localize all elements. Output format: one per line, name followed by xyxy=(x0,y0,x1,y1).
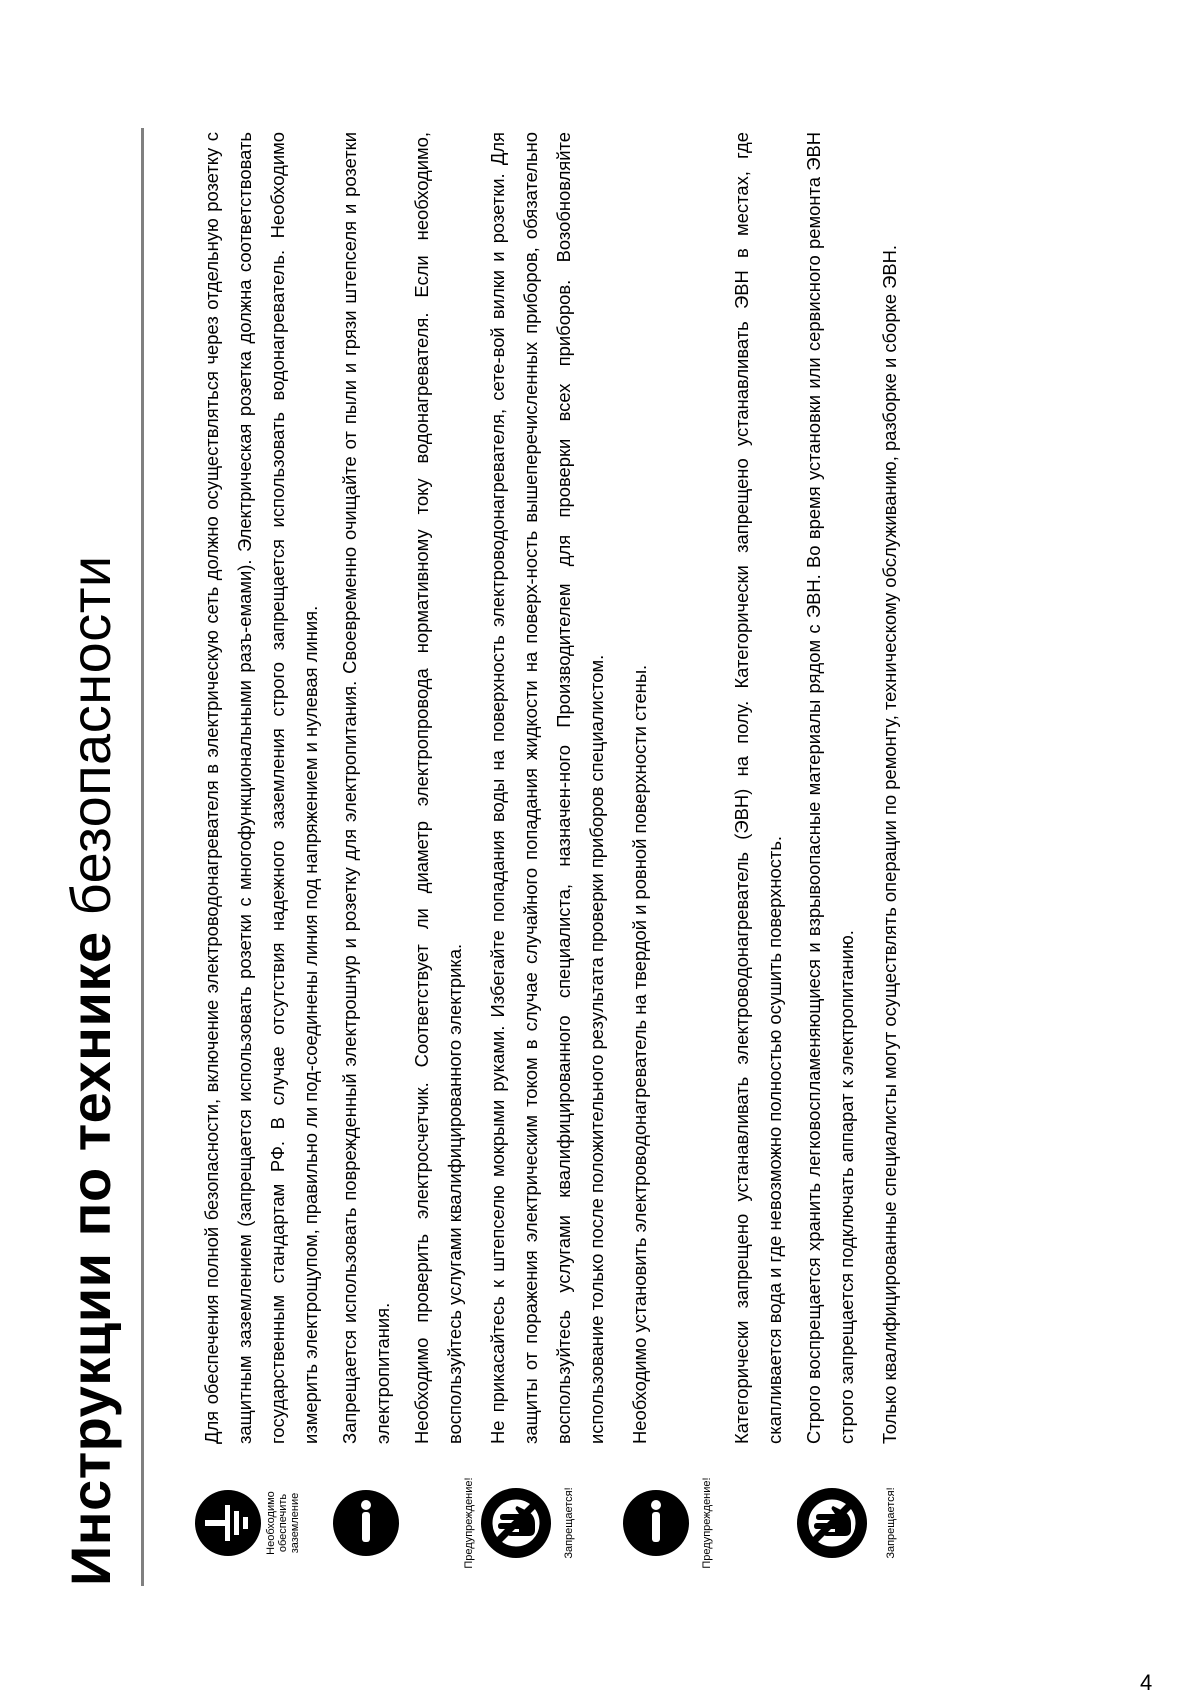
instruction-text: Запрещается использовать поврежденный электрошнур и розетку для электропитания. Своевременно очищайте от пыли и грязи штепселя и розетки электропитания. xyxy=(339,132,393,1444)
instruction-text: Необходимо установить электроводонагреватель на твердой и ровной поверхности стены. xyxy=(629,664,650,1444)
instruction-text: Только квалифицированные специалисты могут осуществлять операции по ремонту, техническому обслуживанию, разборке и сборке ЭВН. xyxy=(879,244,900,1444)
icon-caption xyxy=(563,1487,575,1558)
page-number: 4 xyxy=(1140,1670,1153,1695)
instruction-item-wet-hands xyxy=(481,126,613,1586)
icon-caption xyxy=(885,1487,897,1558)
icon-column xyxy=(873,1460,897,1586)
instruction-item-grounding xyxy=(195,126,327,1586)
caption-line: заземление xyxy=(289,1492,301,1554)
no-wet-hands-icon xyxy=(481,1488,551,1558)
instruction-text: Строго воспрещается хранить легковоспламеняющиеся и взрывоопасные материалы рядом с ЭВН. Во время установки или сервисного ремонта ЭВН строго запрещается подключать аппарат к электропитанию. xyxy=(803,132,857,1444)
icon-caption xyxy=(701,1477,713,1568)
instruction-item-flammables xyxy=(797,126,867,1586)
caption-line: Запрещается! xyxy=(885,1487,897,1559)
prohibited-icon xyxy=(797,1488,867,1558)
instruction-text: Категорически запрещено устанавливать электроводонагреватель (ЭВН) на полу. Категорически запрещено устанавливать ЭВН в местах, где скапливается вода и где невозможно полностью осушить поверхность. xyxy=(731,132,785,1444)
instruction-item-qualified-service xyxy=(873,126,906,1586)
instruction-text: Необходимо проверить электросчетчик. Соответствует ли диаметр электропровода нормативному току водонагревателя. Если необходимо, воспользуйтесь услугами квалифицированного электрика. xyxy=(411,132,465,1444)
warning-icon xyxy=(623,1490,689,1556)
caption-line: Запрещается! xyxy=(563,1487,575,1559)
page-title xyxy=(60,555,122,1586)
title-bold: Инструкции по технике xyxy=(59,931,122,1586)
instruction-text: Для обеспечения полной безопасности, включение электроводонагревателя в электрическую сеть должно осуществляться через отдельную розетку с защитным заземлением (запрещается использовать розетки с многофункциональными разъ-емами). Электрическая розетка должна соответствовать государственным стандартам РФ. В случае отсутствия надежного заземления строго запрещается использовать водонагреватель. Необходимо измерить электрощупом, правильно ли под-соединены линия под напряжением и нулевая линия. xyxy=(201,132,321,1444)
title-divider xyxy=(141,128,144,1586)
icon-column xyxy=(797,1460,867,1586)
ground-icon xyxy=(195,1490,261,1556)
warning-icon xyxy=(333,1490,399,1556)
icon-column xyxy=(195,1460,301,1586)
instruction-item-electric-meter xyxy=(405,126,471,1586)
icon-caption xyxy=(265,1491,301,1555)
caption-line: Необходимо xyxy=(265,1491,277,1555)
title-light: безопасности xyxy=(59,555,122,916)
instruction-item-floor-install xyxy=(725,126,791,1586)
caption-line: обеспечить xyxy=(277,1493,289,1553)
icon-column xyxy=(481,1460,575,1586)
caption-line: Предупреждение! xyxy=(701,1477,713,1569)
icon-column xyxy=(623,1460,713,1586)
icon-column xyxy=(333,1460,475,1586)
caption-line: Предупреждение! xyxy=(463,1477,475,1569)
instruction-text: Не прикасайтесь к штепселю мокрыми руками. Избегайте попадания воды на поверхность электроводонагревателя, сете-вой вилки и розетки. Для защиты от поражения электрическим током в случае случайного попадания жидкости на поверх-ность вышеперечисленных приборов, обязательно воспользуйтесь услугами квалифицированного специалиста, назначен-ного Производителем для проверки всех приборов. Возобновляйте использование только после положительного результата проверки приборов специалистом. xyxy=(487,132,607,1444)
safety-instructions xyxy=(195,126,918,1586)
instruction-item-wall-mount xyxy=(623,126,713,1586)
